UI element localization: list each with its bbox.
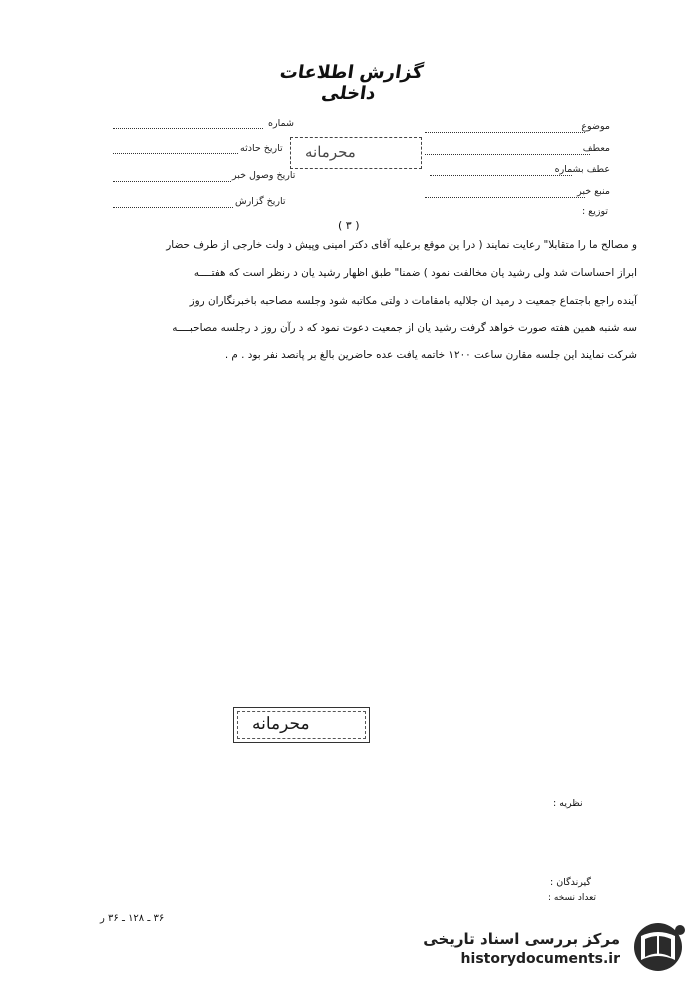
reference-number-line — [430, 175, 572, 176]
watermark-url: historydocuments.ir — [460, 951, 620, 967]
incident-date-line — [113, 153, 238, 154]
watermark-name: مرکز بررسی اسناد تاریخی — [423, 930, 620, 948]
body-line-1: و مصالح ما را متقابلا" رعایت نمایند ( درا ین موقع برعلیه آقای دکتر امینی وپیش د ولت خارجی از طرف حضار — [166, 239, 637, 251]
subject-label: موضوع — [581, 121, 610, 132]
body-line-5: شرکت نمایند این جلسه مقارن ساعت ۱۲۰۰ خاتمه یافت عده حاضرین بالغ بر پانصد نفر بود . م . — [224, 349, 637, 361]
archive-logo-icon — [625, 920, 691, 974]
confidential-stamp-top — [290, 137, 422, 169]
source-label: منبع خبر — [577, 186, 610, 197]
receipt-date-label: تاریخ وصول خبر — [232, 170, 296, 181]
confidential-stamp-bottom — [233, 707, 370, 743]
analysis-label: نظریه : — [553, 798, 583, 809]
body-line-2: ابراز احساسات شد ولی رشید یان مخالفت نمود ) ضمنا" طبق اظهار رشید یان د رنظر است که هفتــــه — [193, 267, 637, 279]
distribution-label: توزیع : — [581, 206, 608, 217]
copies-label: تعداد نسخه : — [548, 893, 597, 903]
reference-number-label: عطف بشماره — [554, 164, 610, 175]
related-line — [425, 154, 590, 155]
body-line-3: آینده راجع باجتماع جمعیت د رمید ان جلالیه بامقامات د ولتی مکاتبه شود وجلسه مصاحبه باخبرنگاران روز — [189, 295, 637, 307]
report-date-line — [113, 207, 233, 208]
source-line — [425, 197, 585, 198]
body-line-4: سه شنبه همین هفته صورت خواهد گرفت رشید یان از جمعیت دعوت نمود که د رآن روز د رجلسه مصاحبــــه — [172, 322, 637, 334]
confidential-stamp-top-text: محرمانه — [305, 143, 356, 161]
receipt-date-line — [113, 181, 231, 182]
number-label: شماره — [268, 118, 294, 129]
confidential-stamp-bottom-text: محرمانه — [252, 714, 310, 734]
number-line — [113, 128, 263, 129]
page-number: ( ۳ ) — [338, 219, 360, 232]
subject-line — [425, 132, 585, 133]
report-date-label: تاریخ گزارش — [235, 196, 286, 207]
related-label: معطف — [582, 143, 610, 154]
incident-date-label: تاریخ حادثه — [240, 143, 283, 154]
recipients-label: گیرندگان : — [550, 877, 591, 888]
form-code: ۳۶ ـ ۱۲۸ ـ ۳۶ ر — [100, 913, 165, 924]
document-title: گزارش اطلاعات داخلی — [278, 62, 425, 104]
